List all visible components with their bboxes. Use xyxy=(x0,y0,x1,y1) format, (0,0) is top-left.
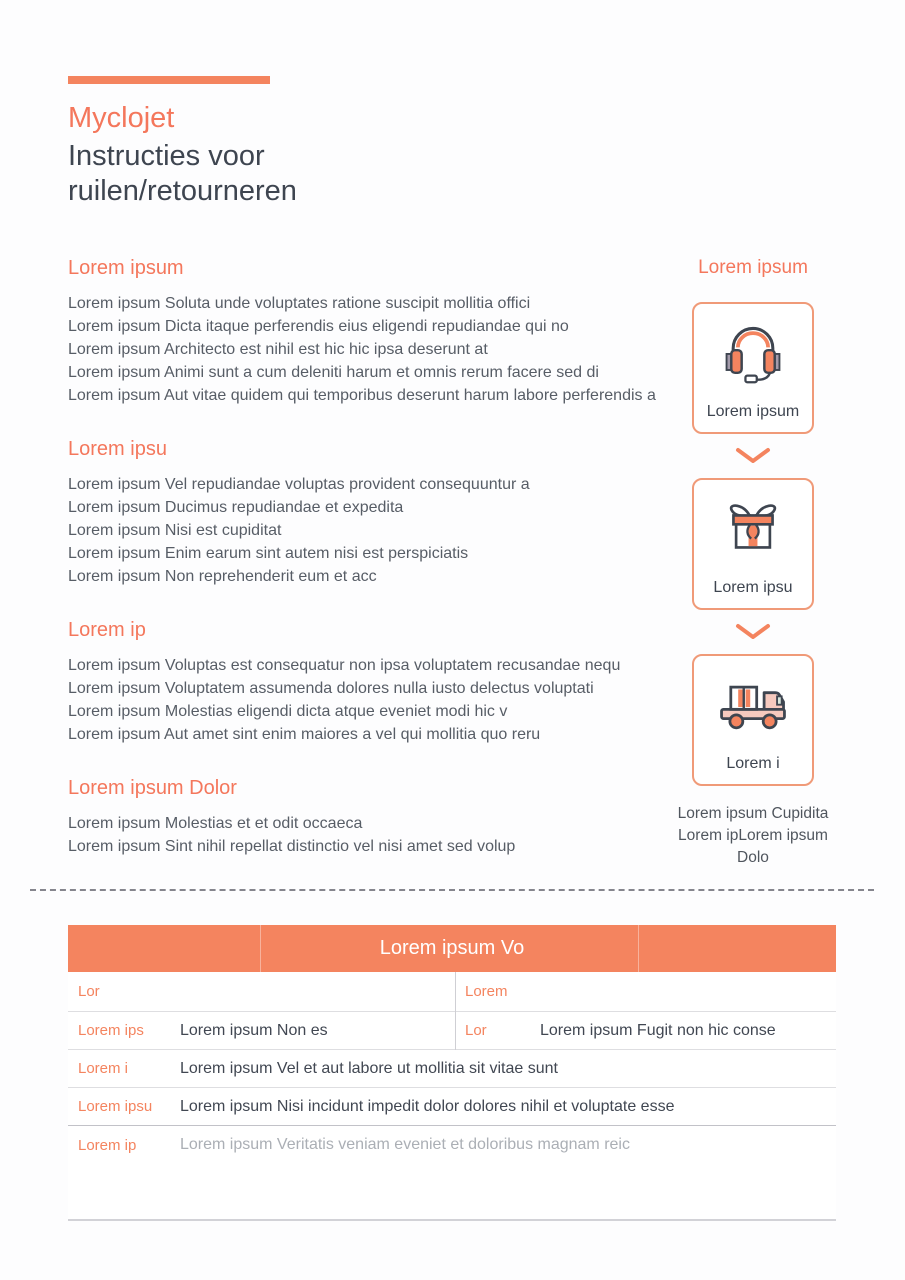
section-2-line: Lorem ipsum Nisi est cupiditat xyxy=(68,522,282,539)
row-label: Lorem xyxy=(465,983,508,1000)
section-2-line: Lorem ipsum Non reprehenderit eum et acc xyxy=(68,568,377,585)
row-value: Lorem ipsum Vel et aut labore ut mollitia sit vitae sunt xyxy=(180,1059,558,1077)
row-value: Lorem ipsum Nisi incidunt impedit dolor dolores nihil et voluptate esse xyxy=(180,1097,675,1115)
row-value: Lorem ipsum Veritatis veniam eveniet et doloribus magnam reic xyxy=(180,1136,630,1153)
row-label: Lorem ips xyxy=(78,1022,144,1039)
section-1 xyxy=(68,257,660,407)
section-1-line: Lorem ipsum Architecto est nihil est hic hic ipsa deserunt at xyxy=(68,341,488,358)
step-card-label: Lorem ipsum xyxy=(706,403,800,420)
section-3-line: Lorem ipsum Voluptas est consequatur non ipsa voluptatem recusandae nequ xyxy=(68,657,621,674)
chevron-down-icon xyxy=(735,452,771,469)
section-3-heading: Lorem ip xyxy=(68,619,146,641)
section-1-heading: Lorem ipsum xyxy=(68,257,184,279)
section-4-line: Lorem ipsum Sint nihil repellat distinctio vel nisi amet sed volup xyxy=(68,838,516,855)
row-label: Lorem i xyxy=(78,1060,129,1077)
row-label: Lorem ipsu xyxy=(78,1098,153,1115)
table-row xyxy=(68,1126,836,1164)
row-label: Lorem ip xyxy=(78,1136,137,1154)
section-3-line: Lorem ipsum Molestias eligendi dicta atque eveniet modi hic v xyxy=(68,703,508,720)
section-3-line: Lorem ipsum Voluptatem assumenda dolores nulla iusto delectus voluptati xyxy=(68,680,594,697)
page-title xyxy=(68,139,297,209)
section-2-heading: Lorem ipsu xyxy=(68,438,167,460)
gift-icon xyxy=(721,495,785,564)
table-cell xyxy=(68,983,455,1000)
section-1-line: Lorem ipsum Animi sunt a cum deleniti harum et omnis rerum facere sed di xyxy=(68,364,599,381)
section-4 xyxy=(68,777,660,858)
steps-caption-line2: Lorem ipLorem ipsum Dolo xyxy=(678,827,828,866)
step-card-package xyxy=(692,478,814,610)
step-card-label: Lorem ipsu xyxy=(713,579,793,596)
section-2 xyxy=(68,438,660,588)
dashed-divider xyxy=(30,889,874,891)
section-4-line: Lorem ipsum Molestias et et odit occaeca xyxy=(68,815,363,832)
header-seam xyxy=(638,925,639,972)
steps-caption xyxy=(664,803,842,869)
row-label: Lor xyxy=(465,1022,487,1039)
table-row xyxy=(68,1050,836,1088)
steps-caption-line1: Lorem ipsum Cupidita xyxy=(677,805,829,822)
accent-bar xyxy=(68,76,270,84)
step-card-shipping xyxy=(692,654,814,786)
instructions-column xyxy=(68,257,660,858)
steps-column xyxy=(664,257,842,869)
table-row xyxy=(68,1088,836,1126)
row-value: Lorem ipsum Fugit non hic conse xyxy=(540,1021,776,1039)
step-arrow xyxy=(664,623,842,641)
section-2-line: Lorem ipsum Enim earum sint autem nisi est perspiciatis xyxy=(68,545,469,562)
step-card-label: Lorem i xyxy=(726,755,780,772)
section-1-line: Lorem ipsum Dicta itaque perferendis eius eligendi repudiandae qui no xyxy=(68,318,569,335)
table-row xyxy=(68,1012,836,1050)
section-3-line: Lorem ipsum Aut amet sint enim maiores a vel qui mollitia quo reru xyxy=(68,726,541,743)
headset-icon xyxy=(719,319,787,392)
chevron-down-icon xyxy=(735,628,771,645)
steps-heading: Lorem ipsum xyxy=(698,257,808,278)
page-title-line2: ruilen/retourneren xyxy=(68,175,297,207)
summary-table xyxy=(68,925,836,1221)
section-4-heading: Lorem ipsum Dolor xyxy=(68,777,237,799)
step-card-contact xyxy=(692,302,814,434)
table-row xyxy=(68,972,836,1012)
table-body xyxy=(68,972,836,1164)
table-title: Lorem ipsum Vo xyxy=(379,937,525,959)
step-arrow xyxy=(664,447,842,465)
row-label: Lor xyxy=(78,983,100,1000)
header-seam xyxy=(260,925,261,972)
table-cell xyxy=(455,983,836,1000)
section-2-line: Lorem ipsum Vel repudiandae voluptas provident consequuntur a xyxy=(68,476,530,493)
table-header xyxy=(68,925,836,972)
row-value: Lorem ipsum Non es xyxy=(180,1021,328,1039)
page-title-line1: Instructies voor xyxy=(68,140,265,172)
table-cell xyxy=(68,1022,455,1040)
section-1-line: Lorem ipsum Aut vitae quidem qui temporibus deserunt harum labore perferendis a xyxy=(68,387,656,404)
table-cell xyxy=(455,1022,836,1040)
brand-name: Myclojet xyxy=(68,102,175,134)
section-2-line: Lorem ipsum Ducimus repudiandae et expedita xyxy=(68,499,404,516)
section-3 xyxy=(68,619,660,746)
column-divider xyxy=(455,972,456,1050)
truck-icon xyxy=(716,671,790,736)
section-1-line: Lorem ipsum Soluta unde voluptates ratione suscipit mollitia offici xyxy=(68,295,531,312)
